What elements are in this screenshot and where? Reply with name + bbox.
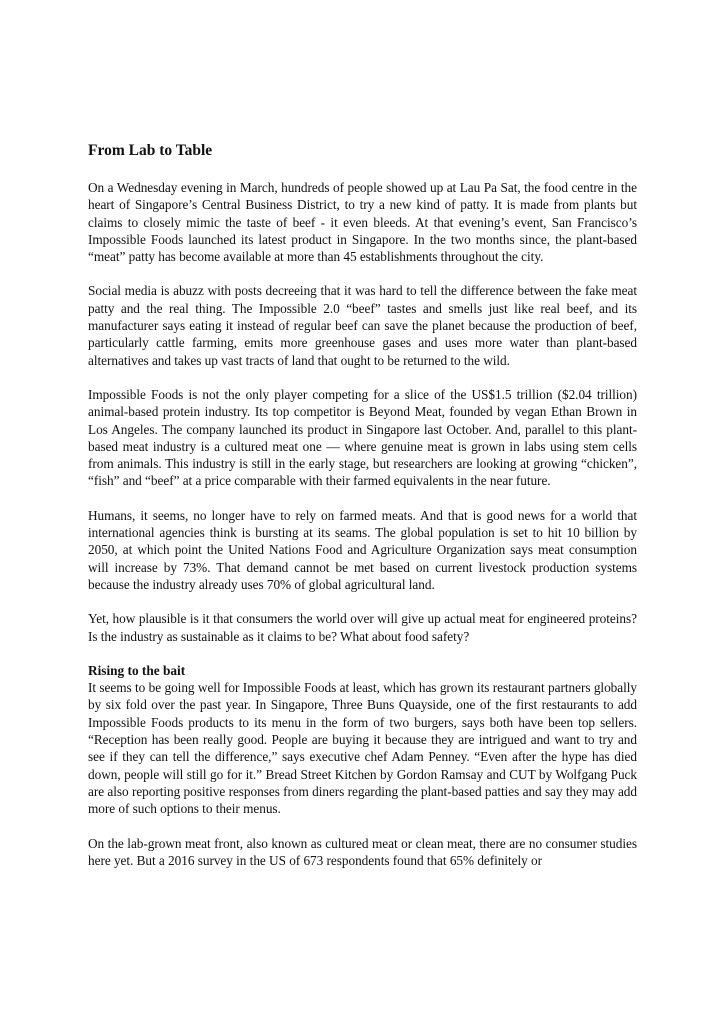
paragraph: Impossible Foods is not the only player competing for a slice of the US$1.5 trillion ($2.04 trillion) animal-based protein industry. Its top competitor is Beyond Meat, founded by vegan Ethan Brown in Los Angeles. The company launched its product in Singapore last October. And, parallel to this plant-based meat industry is a cultured meat one — where genuine meat is grown in labs using stem cells from animals. This industry is still in the early stage, but researchers are looking at growing “chicken”, “fish” and “beef” at a price comparable with their farmed equivalents in the near future. [88,386,637,489]
document-page [88,139,637,886]
paragraph: It seems to be going well for Impossible Foods at least, which has grown its restaurant partners globally by six fold over the past year. In Singapore, Three Buns Quayside, one of the first restaurants to add Impossible Foods products to its menu in the form of two burgers, says both have been top sellers. “Reception has been really good. People are buying it because they are intrigued and want to try and see if they can tell the difference,” says executive chef Adam Penney. “Even after the hype has died down, people will still go for it.” Bread Street Kitchen by Gordon Ramsay and CUT by Wolfgang Puck are also reporting positive responses from diners regarding the plant-based patties and say they may add more of such options to their menus. [88,680,637,817]
section-heading: Rising to the bait [88,662,186,678]
paragraph: On the lab-grown meat front, also known as cultured meat or clean meat, there are no consumer studies here yet. But a 2016 survey in the US of 673 respondents found that 65% definitely or [88,835,637,868]
document-title: From Lab to Table [88,142,213,159]
paragraph: On a Wednesday evening in March, hundreds of people showed up at Lau Pa Sat, the food centre in the heart of Singapore’s Central Business District, to try a new kind of patty. It is made from plants but claims to closely mimic the taste of beef - it even bleeds. At that evening’s event, San Francisco’s Impossible Foods launched its latest product in Singapore. In the two months since, the plant-based “meat” patty has become available at more than 45 establishments throughout the city. [88,180,637,265]
paragraph: Humans, it seems, no longer have to rely on farmed meats. And that is good news for a world that international agencies think is bursting at its seams. The global population is set to hit 10 billion by 2050, at which point the United Nations Food and Agriculture Organization says meat consumption will increase by 73%. That demand cannot be met based on current livestock production systems because the industry already uses 70% of global agricultural land. [88,507,637,592]
paragraph: Social media is abuzz with posts decreeing that it was hard to tell the difference between the fake meat patty and the real thing. The Impossible 2.0 “beef” tastes and smells just like real beef, and its manufacturer says eating it instead of regular beef can save the planet because the production of beef, particularly cattle farming, emits more greenhouse gases and uses more water than plant-based alternatives and takes up vast tracts of land that ought to be returned to the wild. [88,283,637,368]
paragraph: Yet, how plausible is it that consumers the world over will give up actual meat for engineered proteins? Is the industry as sustainable as it claims to be? What about food safety? [88,611,637,644]
